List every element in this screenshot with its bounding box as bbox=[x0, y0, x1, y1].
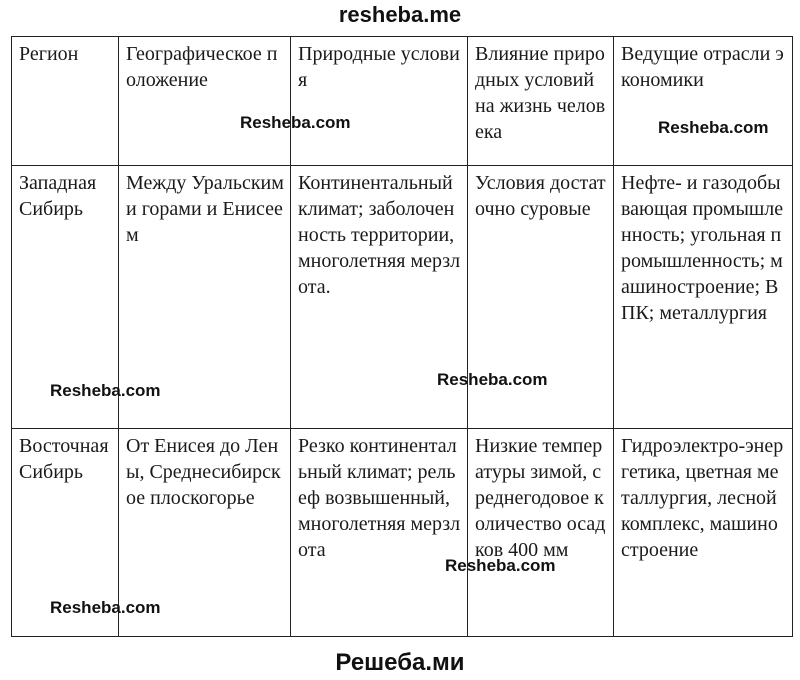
cell-position: Между Уральскими горами и Енисеем bbox=[119, 166, 291, 429]
cell-position: От Енисея до Лены, Среднесибирское плоскогорье bbox=[119, 429, 291, 637]
table-header-row bbox=[12, 37, 793, 166]
cell-conditions: Континентальный климат; заболоченность территории, многолетняя мерзлота. bbox=[291, 166, 468, 429]
cell-economy: Нефте- и газодобывающая промышленность; угольная промышленность; машиностроение; ВПК; металлургия bbox=[614, 166, 793, 429]
cell-influence: Низкие температуры зимой, среднегодовое количество осадков 400 мм bbox=[468, 429, 614, 637]
header-influence: Влияние природных условий на жизнь человека bbox=[468, 37, 614, 166]
cell-region: Восточная Сибирь bbox=[12, 429, 119, 637]
header-economy: Ведущие отрасли экономики bbox=[614, 37, 793, 166]
watermark: Resheba.com bbox=[240, 113, 351, 132]
cell-region: Западная Сибирь bbox=[12, 166, 119, 429]
watermark: Resheba.com bbox=[445, 556, 556, 575]
watermark: Resheba.com bbox=[50, 598, 161, 617]
watermark: Resheba.com bbox=[437, 370, 548, 389]
header-conditions: Природные условия bbox=[291, 37, 468, 166]
cell-conditions: Резко континентальный климат; рельеф возвышенный, многолетняя мерзлота bbox=[291, 429, 468, 637]
site-footer: Решеба.ми bbox=[335, 649, 465, 676]
watermark: Resheba.com bbox=[658, 118, 769, 137]
cell-economy: Гидроэлектро-энергетика, цветная металлургия, лесной комплекс, машиностроение bbox=[614, 429, 793, 637]
cell-influence: Условия достаточно суровые bbox=[468, 166, 614, 429]
header-position: Географическое положение bbox=[119, 37, 291, 166]
header-region: Регион bbox=[12, 37, 119, 166]
watermark: Resheba.com bbox=[50, 381, 161, 400]
site-header: resheba.me bbox=[338, 2, 462, 27]
